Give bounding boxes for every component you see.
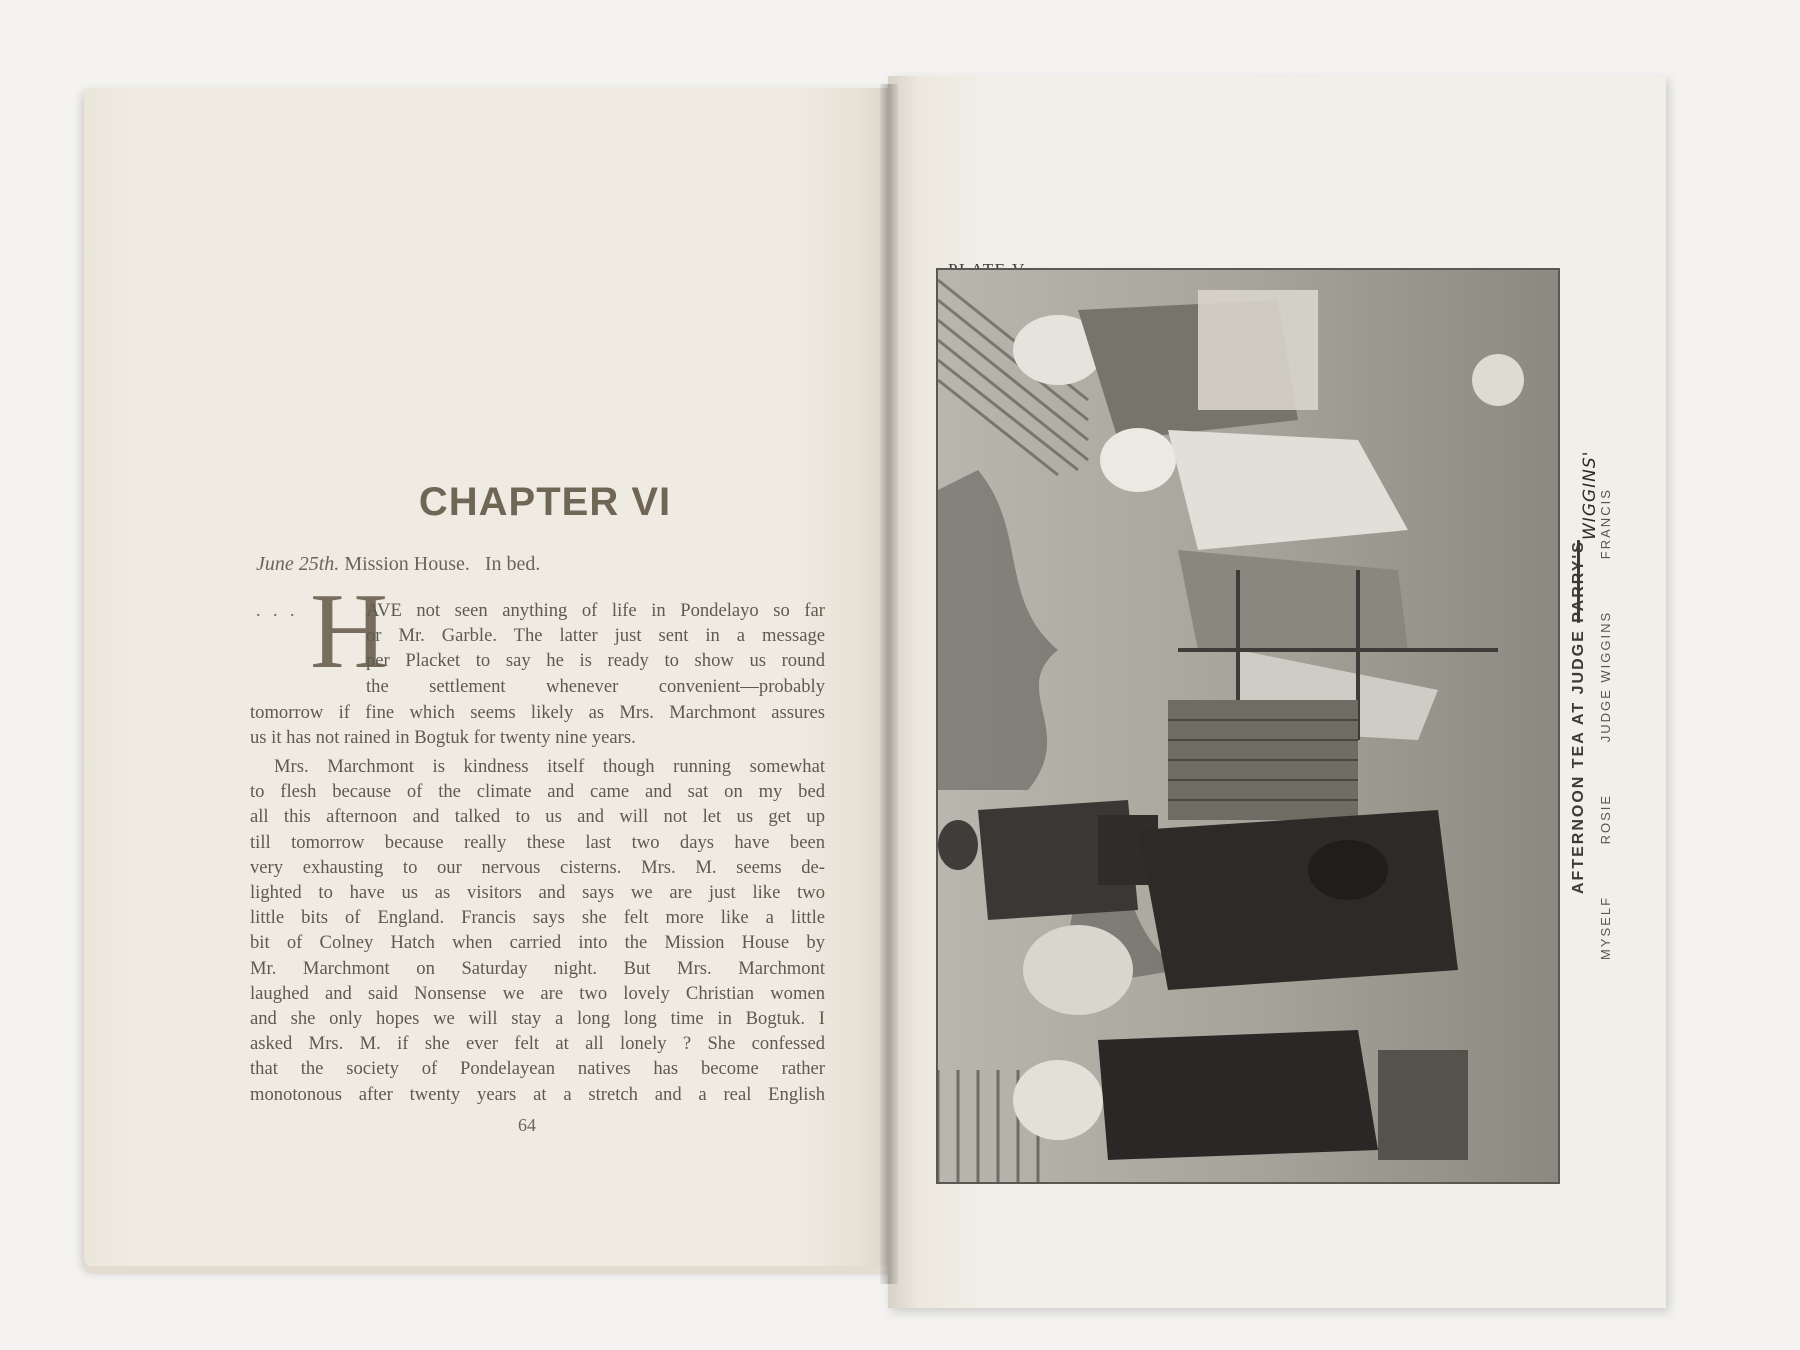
struck-caption-word: PARRY'S [1570,540,1587,623]
text-line: monotonous after twenty years at a stretch and a real English [250,1083,825,1105]
text-line: or Mr. Garble. The latter just sent in a message [366,625,825,647]
page-number: 64 [518,1115,536,1135]
text-line: to flesh because of the climate and came and sat on my bed [250,781,825,803]
text-line: Mr. Marchmont on Saturday night. But Mrs. Marchmont [250,957,825,979]
text-line: tomorrow if fine which seems likely as Mrs. Marchmont assures [250,702,825,723]
first-paragraph-indented [366,598,825,699]
caption-name: JUDGE WIGGINS [1598,610,1613,743]
first-paragraph-continued [250,700,825,750]
caption-name: MYSELF [1598,895,1613,960]
plate-photograph [936,268,1560,1184]
dateline-date: June 25th. [256,553,340,575]
book-gutter [880,84,898,1284]
text-line: per Placket to say he is ready to show us round [366,650,825,672]
text-line: and she only hopes we will stay a long long time in Bogtuk. I [250,1008,825,1030]
text-line: all this afternoon and talked to us and will not let us get up [250,806,825,828]
chapter-title: CHAPTER VI [418,480,672,524]
text-line: the settlement whenever convenient—probably [366,675,825,697]
dateline [256,553,540,576]
ellipsis: . . . [256,600,299,620]
caption-name: FRANCIS [1598,488,1613,560]
text-line: Mrs. Marchmont is kindness itself though running somewhat [274,756,825,777]
caption-names [1598,440,1638,960]
text-line: us it has not rained in Bogtuk for twenty nine years. [250,727,636,749]
caption-text: AFTERNOON TEA AT JUDGE [1570,629,1587,894]
text-line: bit of Colney Hatch when carried into the Mission House by [250,932,825,954]
text-line: little bits of England. Francis says she felt more like a little [250,907,825,929]
photo-illustration [938,270,1558,1182]
dateline-place: Mission House. In bed. [344,553,541,575]
text-line: lighted to have us as visitors and says we are just like two [250,882,825,904]
caption-name: ROSIE [1598,793,1613,845]
text-line: laughed and said Nonsense we are two lovely Christian women [250,982,825,1004]
second-paragraph [250,754,825,1107]
text-line: asked Mrs. M. if she ever felt at all lonely ? She confessed [250,1033,825,1055]
text-line: very exhausting to our nervous cisterns. Mrs. M. seems de- [250,856,825,878]
text-line: till tomorrow because really these last two days have been [250,831,825,853]
text-line: that the society of Pondelayean natives has become rather [250,1058,825,1080]
drop-cap: H [310,572,388,691]
handwritten-correction: WIGGINS' [1580,450,1600,540]
text-line: AVE not seen anything of life in Pondelayo so far [366,600,825,621]
